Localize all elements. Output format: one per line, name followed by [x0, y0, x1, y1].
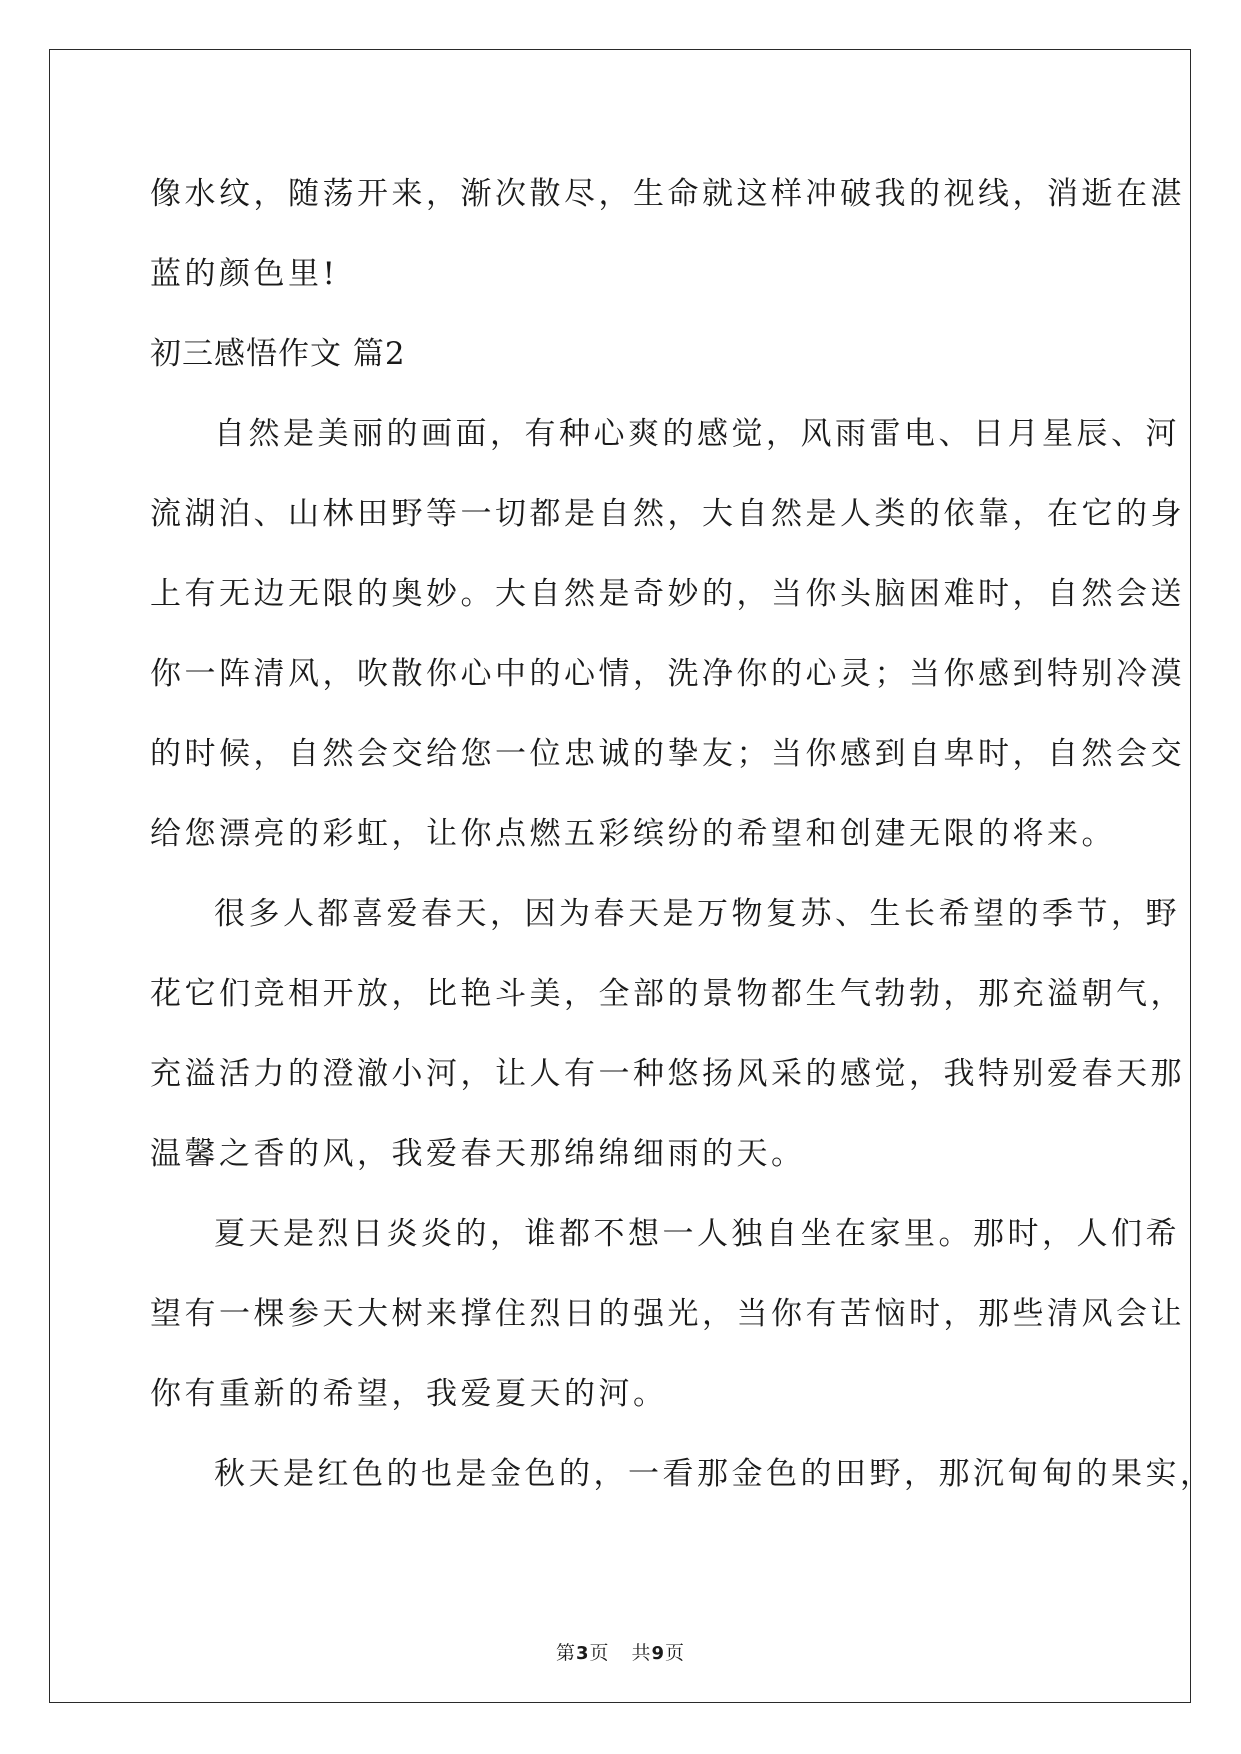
text-line: 望有一棵参天大树来撑住烈日的强光，当你有苦恼时，那些清风会让 [150, 1296, 1185, 1332]
text-line: 花它们竞相开放，比艳斗美，全部的景物都生气勃勃，那充溢朝气， [150, 976, 1185, 1012]
page-prefix: 第 [555, 1642, 576, 1664]
text-line: 你一阵清风，吹散你心中的心情，洗净你的心灵；当你感到特别冷漠 [150, 656, 1185, 692]
text-line: 秋天是红色的也是金色的，一看那金色的田野，那沉甸甸的果实， [214, 1456, 1215, 1492]
page-footer [0, 1638, 1241, 1665]
text-line: 上有无边无限的奥妙。大自然是奇妙的，当你头脑困难时，自然会送 [150, 576, 1185, 612]
text-line: 给您漂亮的彩虹，让你点燃五彩缤纷的希望和创建无限的将来。 [150, 816, 1116, 852]
total-suffix: 页 [665, 1642, 686, 1664]
text-line: 温馨之香的风，我爱春天那绵绵细雨的天。 [150, 1136, 806, 1172]
total-prefix: 共 [631, 1642, 652, 1664]
text-line: 自然是美丽的画面，有种心爽的感觉，风雨雷电、日月星辰、河 [214, 416, 1180, 452]
text-line: 充溢活力的澄澈小河，让人有一种悠扬风采的感觉，我特别爱春天那 [150, 1056, 1185, 1092]
page-total: 9 [651, 1643, 666, 1664]
text-line: 夏天是烈日炎炎的，谁都不想一人独自坐在家里。那时，人们希 [214, 1216, 1180, 1252]
section-heading: 初三感悟作文 篇2 [150, 336, 406, 372]
page-current: 3 [575, 1643, 590, 1664]
text-line: 像水纹，随荡开来，渐次散尽，生命就这样冲破我的视线，消逝在湛 [150, 176, 1185, 212]
text-line: 蓝的颜色里! [150, 256, 339, 292]
text-line: 流湖泊、山林田野等一切都是自然，大自然是人类的依靠，在它的身 [150, 496, 1185, 532]
text-line: 的时候，自然会交给您一位忠诚的挚友；当你感到自卑时，自然会交 [150, 736, 1185, 772]
text-line: 很多人都喜爱春天，因为春天是万物复苏、生长希望的季节，野 [214, 896, 1180, 932]
page-suffix: 页 [589, 1642, 610, 1664]
document-body [150, 154, 1215, 1534]
text-line: 你有重新的希望，我爱夏天的河。 [150, 1376, 668, 1412]
